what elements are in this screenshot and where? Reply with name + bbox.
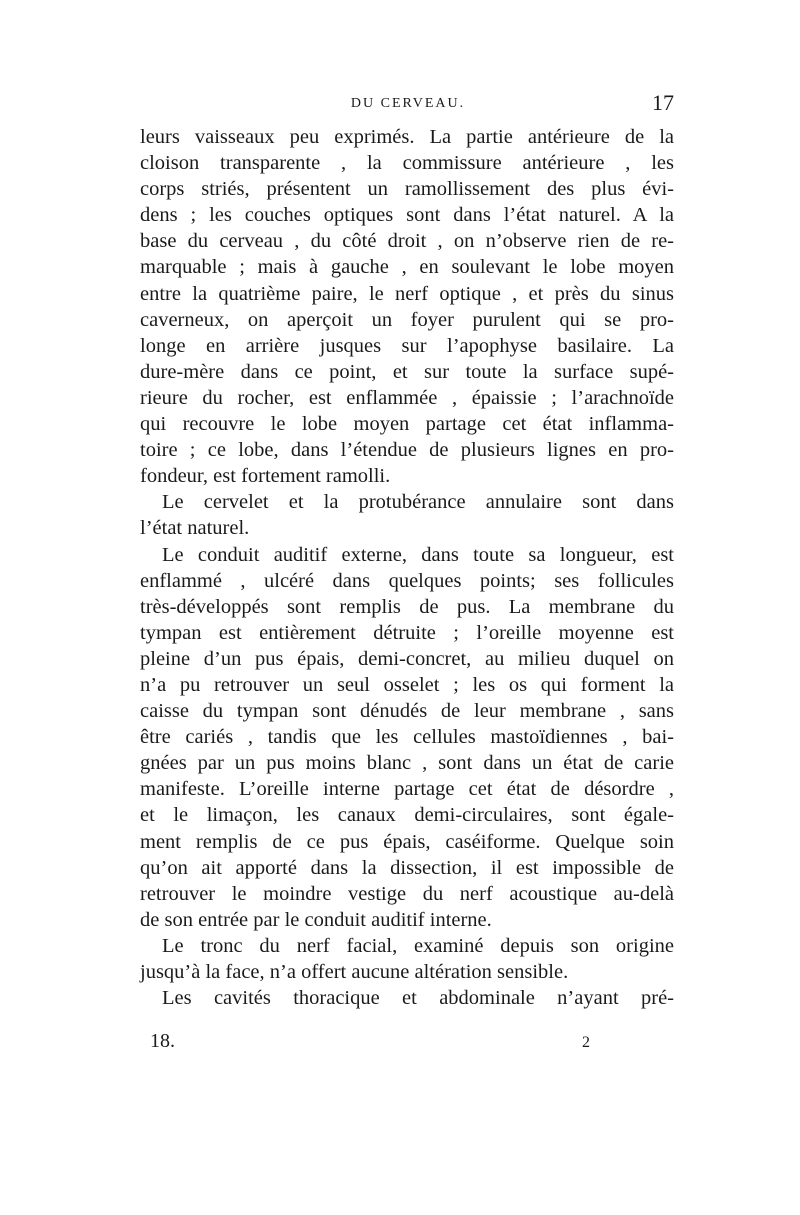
text-line: enflammé , ulcéré dans quelques points; ses follicules — [140, 569, 674, 592]
text-line: Les cavités thoracique et abdominale n’ayant pré- — [162, 987, 674, 1010]
text-line: et le limaçon, les canaux demi-circulaires, sont égale- — [140, 804, 674, 827]
signature-mark: 18. — [150, 1030, 175, 1052]
text-line: retrouver le moindre vestige du nerf acoustique au-delà — [140, 882, 674, 905]
text-line: cloison transparente , la commissure antérieure , les — [140, 152, 674, 175]
text-line: de son entrée par le conduit auditif interne. — [140, 908, 492, 931]
text-line: marquable ; mais à gauche , en soulevant le lobe moyen — [140, 256, 674, 279]
text-line: corps striés, présentent un ramollissement des plus évi- — [140, 178, 674, 201]
text-line: qui recouvre le lobe moyen partage cet état inflamma- — [140, 413, 674, 436]
text-line: dens ; les couches optiques sont dans l’état naturel. A la — [140, 204, 674, 227]
text-line: rieure du rocher, est enflammée , épaissie ; l’arachnoïde — [140, 386, 674, 409]
gathering-mark: 2 — [582, 1034, 590, 1051]
text-line: entre la quatrième paire, le nerf optique , et près du sinus — [140, 282, 674, 305]
text-line: manifeste. L’oreille interne partage cet état de désordre , — [140, 778, 674, 801]
text-line: être cariés , tandis que les cellules mastoïdiennes , bai- — [140, 726, 674, 749]
text-line: Le cervelet et la protubérance annulaire sont dans — [162, 491, 674, 514]
text-line: gnées par un pus moins blanc , sont dans un état de carie — [140, 752, 674, 775]
running-head — [138, 92, 678, 118]
text-line: longe en arrière jusques sur l’apophyse basilaire. La — [140, 334, 674, 357]
page-number: 17 — [652, 90, 674, 115]
text-line: pleine d’un pus épais, demi-concret, au milieu duquel on — [140, 647, 674, 670]
text-line: leurs vaisseaux peu exprimés. La partie antérieure de la — [140, 126, 674, 148]
text-line: base du cerveau , du côté droit , on n’observe rien de re- — [140, 230, 674, 253]
text-line: n’a pu retrouver un seul osselet ; les os qui forment la — [140, 673, 674, 696]
text-line: ment remplis de ce pus épais, caséiforme. Quelque soin — [140, 830, 674, 853]
text-line: caisse du tympan sont dénudés de leur membrane , sans — [140, 700, 674, 723]
body-text — [140, 124, 674, 1011]
text-line: jusqu’à la face, n’a offert aucune altération sensible. — [140, 961, 569, 983]
page-footer — [150, 1030, 590, 1056]
text-line: Le tronc du nerf facial, examiné depuis son origine — [162, 934, 674, 957]
text-line: caverneux, on aperçoit un foyer purulent qui se pro- — [140, 308, 674, 331]
text-line: dure-mère dans ce point, et sur toute la surface supé- — [140, 360, 674, 383]
text-line: très-développés sont remplis de pus. La membrane du — [140, 595, 674, 618]
text-line: tympan est entièrement détruite ; l’oreille moyenne est — [140, 621, 674, 644]
text-line: toire ; ce lobe, dans l’étendue de plusieurs lignes en pro- — [140, 439, 674, 462]
text-line: qu’on ait apporté dans la dissection, il est impossible de — [140, 856, 674, 879]
running-title: DU CERVEAU. — [350, 96, 466, 111]
text-line: l’état naturel. — [140, 517, 250, 540]
text-line: Le conduit auditif externe, dans toute sa longueur, est — [162, 543, 674, 566]
text-line: fondeur, est fortement ramolli. — [140, 465, 391, 488]
